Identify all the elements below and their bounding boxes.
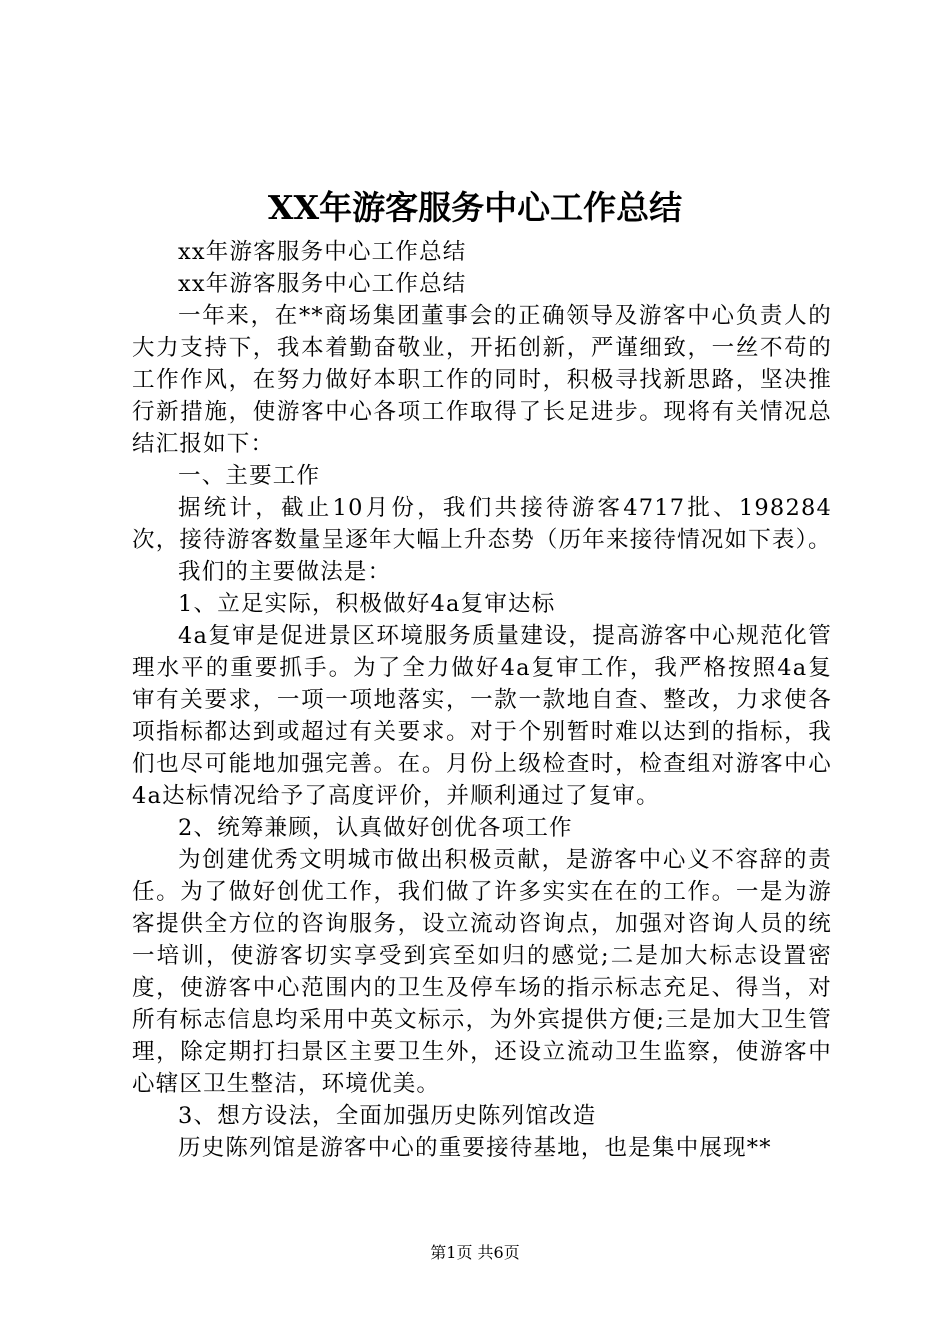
heading-item-2: 2、统筹兼顾，认真做好创优各项工作 [178,815,573,841]
paragraph-statistics: 据统计，截止10月份，我们共接待游客4717批、198284次，接待游客数量呈逐年大幅上升态势（历年来接待情况如下表）。 [132,495,832,553]
document-title: XX年游客服务中心工作总结 [267,188,683,227]
paragraph-item-2: 为创建优秀文明城市做出积极贡献，是游客中心义不容辞的责任。为了做好创优工作，我们做了许多实实在在的工作。一是为游客提供全方位的咨询服务，设立流动咨询点，加强对咨询人员的统一培训，使游客切实享受到宾至如归的感觉;二是加大标志设置密度，使游客中心范围内的卫生及停车场的指示标志充足、得当，对所有标志信息均采用中英文标示，为外宾提供方便;三是加大卫生管理，除定期打扫景区主要卫生外，还设立流动卫生监察，使游客中心辖区卫生整洁，环境优美。 [132,847,832,1097]
paragraph-intro: 一年来，在**商场集团董事会的正确领导及游客中心负责人的大力支持下，我本着勤奋敬业，开拓创新，严谨细致，一丝不苟的工作作风，在努力做好本职工作的同时，积极寻找新思路，坚决推行新措施，使游客中心各项工作取得了长足进步。现将有关情况总结汇报如下： [132,303,832,457]
heading-main-work: 一、主要工作 [178,463,321,489]
page-footer: 第1页 共6页 [430,1243,520,1262]
heading-item-1: 1、立足实际，积极做好4a复审达标 [178,591,556,617]
paragraph-item-1: 4a复审是促进景区环境服务质量建设，提高游客中心规范化管理水平的重要抓手。为了全力做好4a复审工作，我严格按照4a复审有关要求，一项一项地落实，一款一款地自查、整改，力求使各项指标都达到或超过有关要求。对于个别暂时难以达到的指标，我们也尽可能地加强完善。在。月份上级检查时，检查组对游客中心4a达标情况给予了高度评价，并顺利通过了复审。 [132,623,832,809]
document-body [132,236,832,1164]
paragraph-subtitle-1: xx年游客服务中心工作总结 [178,239,467,265]
paragraph-subtitle-2: xx年游客服务中心工作总结 [178,271,467,297]
heading-item-3: 3、想方设法，全面加强历史陈列馆改造 [178,1103,597,1129]
paragraph-item-3: 历史陈列馆是游客中心的重要接待基地，也是集中展现** [178,1135,772,1161]
paragraph-methods-intro: 我们的主要做法是： [178,559,392,585]
